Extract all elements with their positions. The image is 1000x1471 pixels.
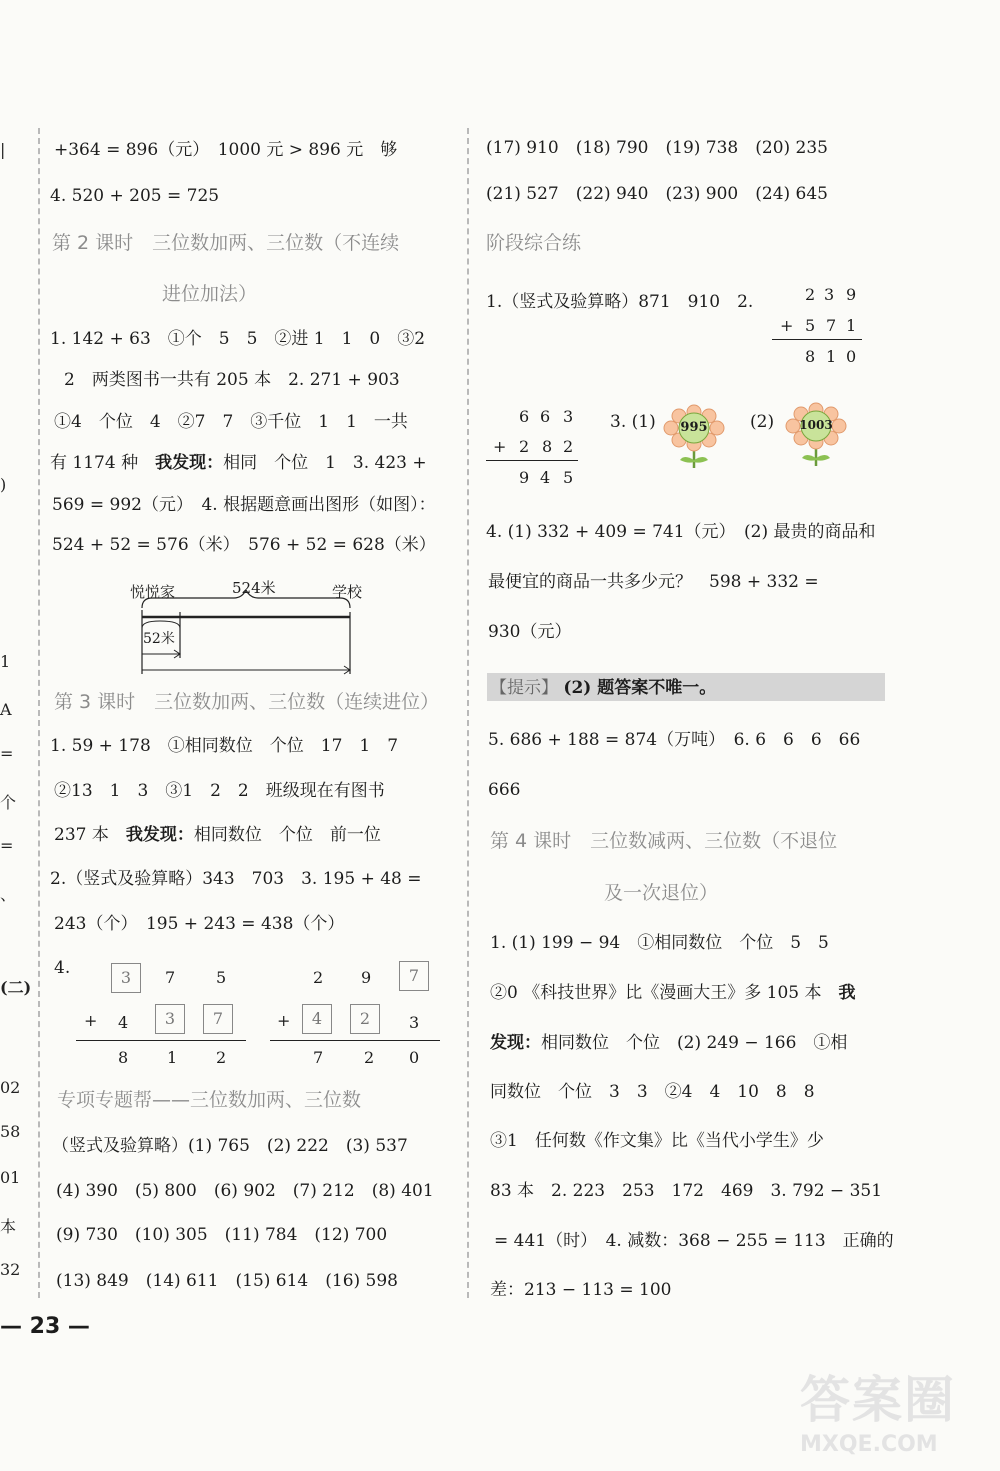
- edge-line: ): [0, 475, 7, 494]
- answer-line: ③1 任何数《作文集》比《当代小学生》少: [490, 1131, 824, 1151]
- hint-line: [490, 678, 716, 698]
- answer-text: 相同 个位 1 3. 423 +: [223, 453, 427, 473]
- answer-text: 有 1174 种: [50, 453, 156, 473]
- question-label: 4.: [54, 958, 71, 978]
- plus-sign: +: [84, 1011, 98, 1030]
- edge-fragment: 个: [0, 793, 17, 812]
- digit: 8: [118, 1048, 129, 1067]
- answer-text: 相同数位 个位 前一位: [193, 825, 381, 845]
- question-label: 3. (1): [610, 412, 656, 432]
- page-number: — 23 —: [0, 1314, 90, 1339]
- answer-text: 237 本: [54, 825, 126, 845]
- edge-fragment: 32: [0, 1260, 21, 1279]
- flower-value: 995: [680, 420, 708, 435]
- hint-text: (2) 题答案不唯一。: [563, 678, 717, 698]
- digit-box: 3: [111, 963, 141, 993]
- answer-line: [490, 1033, 847, 1053]
- answer-line: 666: [488, 780, 521, 800]
- edge-fragment: 1: [0, 652, 11, 671]
- diagram-distance-label: 524米: [232, 579, 276, 597]
- answer-line: 569 = 992（元） 4. 根据题意画出图形（如图）：: [52, 495, 436, 515]
- discovery-label: 我: [838, 983, 856, 1003]
- diagram-end-label: 学校: [332, 583, 363, 601]
- flower-answer-1: [662, 404, 726, 470]
- diagram-extra-label: 52米: [143, 631, 175, 647]
- discovery-label: 我发现：: [125, 825, 194, 845]
- answer-line: 5. 686 + 188 = 874（万吨） 6. 6 6 6 66: [488, 730, 861, 750]
- digit: 3: [409, 1013, 420, 1032]
- digit: 1: [167, 1048, 178, 1067]
- digit: 2: [313, 968, 324, 987]
- digit: 2: [805, 285, 816, 304]
- left-edge-fragments: [0, 0, 30, 1300]
- edge-fragment: (二): [0, 978, 32, 997]
- plus-sign: +: [780, 316, 794, 335]
- digit-box: 3: [155, 1004, 185, 1034]
- digit: 5: [805, 316, 816, 335]
- sum-rule: [486, 460, 578, 461]
- digit: 6: [540, 407, 551, 426]
- digit-box: 2: [350, 1004, 380, 1034]
- digit: 9: [519, 468, 530, 487]
- answer-line: 1. 142 + 63 ①个 5 5 ②进 1 1 0 ③2: [50, 329, 426, 349]
- edge-fragment: 本: [0, 1217, 17, 1236]
- question-label: (2): [750, 412, 775, 432]
- sum-rule: [76, 1040, 246, 1041]
- answer-line: (4) 390 (5) 800 (6) 902 (7) 212 (8) 401: [56, 1181, 434, 1201]
- flower-value: 1003: [799, 418, 833, 432]
- answer-line: 930（元）: [488, 622, 572, 642]
- diagram-lines: [130, 590, 360, 680]
- answer-line: 4. (1) 332 + 409 = 741（元） (2) 最贵的商品和: [486, 522, 876, 542]
- answer-line: (13) 849 (14) 611 (15) 614 (16) 598: [56, 1271, 398, 1291]
- digit: 3: [824, 285, 835, 304]
- digit: 2: [216, 1048, 227, 1067]
- answer-line: 2.（竖式及验算略）343 703 3. 195 + 48 =: [50, 869, 422, 889]
- answer-line: 83 本 2. 223 253 172 469 3. 792 − 351: [490, 1181, 883, 1201]
- edge-fragment: 01: [0, 1168, 21, 1187]
- digit: 2: [563, 437, 574, 456]
- answer-line: 1.（竖式及验算略）871 910 2.: [486, 292, 754, 312]
- edge-line: |: [0, 140, 6, 159]
- answer-line: 2 两类图书一共有 205 本 2. 271 + 903: [64, 370, 400, 390]
- answer-line: +364 = 896（元） 1000 元 > 896 元 够: [54, 140, 398, 160]
- section-heading: 阶段综合练: [486, 232, 582, 254]
- answer-line: (17) 910 (18) 790 (19) 738 (20) 235: [486, 138, 828, 158]
- section-heading: 专项专题帮——三位数加两、三位数: [57, 1089, 362, 1111]
- lesson-heading: 及一次退位）: [604, 882, 719, 904]
- flower-icon: [662, 404, 726, 470]
- answer-line: (9) 730 (10) 305 (11) 784 (12) 700: [56, 1225, 388, 1245]
- digit: 9: [361, 968, 372, 987]
- answer-line: 243（个） 195 + 243 = 438（个）: [54, 914, 345, 934]
- answer-line: 同数位 个位 3 3 ②4 4 10 8 8: [490, 1082, 815, 1102]
- lesson-heading: 第 4 课时 三位数减两、三位数（不退位: [490, 830, 838, 852]
- watermark-logo: 答案圈: [800, 1371, 956, 1429]
- answer-line: 4. 520 + 205 = 725: [50, 186, 220, 206]
- diagram-start-label: 悦悦家: [130, 583, 176, 601]
- sum-rule: [270, 1040, 440, 1041]
- answer-line: 1. 59 + 178 ①相同数位 个位 17 1 7: [50, 736, 399, 756]
- hint-tag: 【提示】: [490, 678, 558, 698]
- digit: 6: [519, 407, 530, 426]
- edge-fragment: 58: [0, 1122, 21, 1141]
- answer-line: [54, 825, 381, 845]
- answer-line: = 441（时） 4. 减数：368 − 255 = 113 正确的: [494, 1231, 894, 1251]
- digit: 3: [563, 407, 574, 426]
- digit: 2: [519, 437, 530, 456]
- column-divider: [467, 128, 469, 1298]
- answer-text: ②0 《科技世界》比《漫画大王》多 105 本: [490, 983, 839, 1003]
- digit: 4: [118, 1013, 129, 1032]
- answer-line: [50, 453, 427, 473]
- digit: 1: [846, 316, 857, 335]
- answer-line: 最便宜的商品一共多少元？ 598 + 332 =: [488, 572, 819, 592]
- discovery-label: 发现：: [490, 1033, 541, 1053]
- edge-fragment: A: [0, 700, 12, 719]
- watermark-url: MXQE.COM: [800, 1432, 938, 1457]
- lesson-heading: 进位加法）: [162, 283, 258, 305]
- digit: 5: [216, 968, 227, 987]
- answer-line: (21) 527 (22) 940 (23) 900 (24) 645: [486, 184, 828, 204]
- digit-box: 7: [203, 1004, 233, 1034]
- answer-line: [490, 983, 855, 1003]
- answer-line: ①4 个位 4 ②7 7 ③千位 1 1 一共: [54, 412, 408, 432]
- digit: 7: [826, 316, 837, 335]
- digit: 4: [540, 468, 551, 487]
- flower-icon: [784, 402, 848, 468]
- digit: 9: [846, 285, 857, 304]
- plus-sign: +: [493, 437, 507, 456]
- digit: 7: [165, 968, 176, 987]
- digit: 2: [364, 1048, 375, 1067]
- edge-fragment: 02: [0, 1078, 21, 1097]
- digit-box: 7: [399, 961, 429, 991]
- edge-fragment: =: [0, 836, 14, 855]
- edge-fragment: =: [0, 744, 14, 763]
- lesson-heading: 第 3 课时 三位数加两、三位数（连续进位）: [54, 691, 440, 713]
- flower-answer-2: [784, 402, 848, 468]
- answer-line: （竖式及验算略）(1) 765 (2) 222 (3) 537: [52, 1136, 408, 1156]
- digit: 5: [563, 468, 574, 487]
- digit-box: 4: [302, 1004, 332, 1034]
- plus-sign: +: [277, 1011, 291, 1030]
- digit: 1: [826, 347, 837, 366]
- edge-fragment: 、: [0, 885, 17, 904]
- digit: 8: [542, 437, 553, 456]
- answer-line: 1. (1) 199 − 94 ①相同数位 个位 5 5: [490, 933, 829, 953]
- digit: 0: [846, 347, 857, 366]
- sum-rule: [772, 339, 862, 340]
- answer-text: 相同数位 个位 (2) 249 − 166 ①相: [541, 1033, 848, 1053]
- column-divider: [38, 128, 40, 1298]
- answer-line: 差：213 − 113 = 100: [490, 1280, 672, 1300]
- digit: 0: [409, 1048, 420, 1067]
- answer-line: 524 + 52 = 576（米） 576 + 52 = 628（米）: [52, 535, 436, 555]
- digit: 7: [313, 1048, 324, 1067]
- answer-line: ②13 1 3 ③1 2 2 班级现在有图书: [54, 781, 385, 801]
- lesson-heading: 第 2 课时 三位数加两、三位数（不连续: [52, 232, 400, 254]
- discovery-label: 我发现：: [155, 453, 224, 473]
- digit: 8: [805, 347, 816, 366]
